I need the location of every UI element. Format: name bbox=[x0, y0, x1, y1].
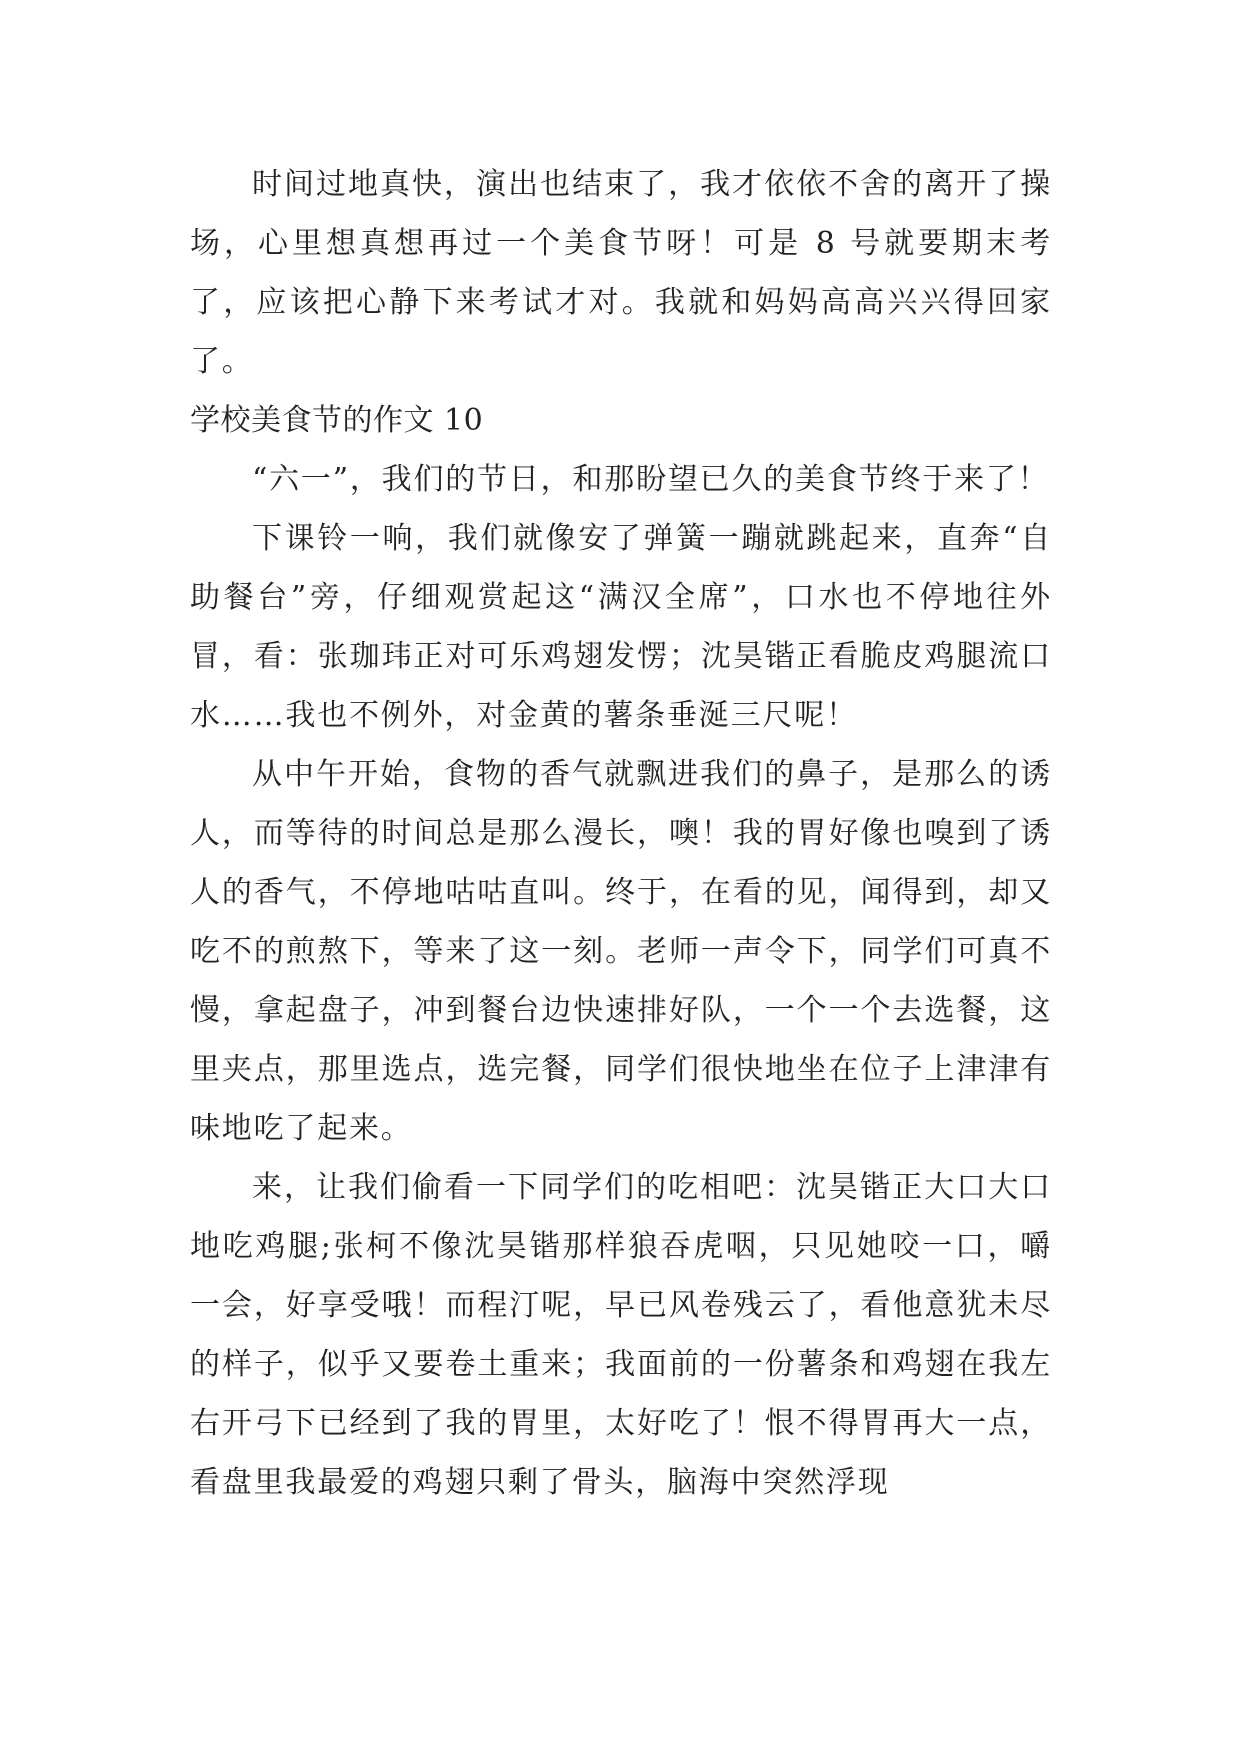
document-body bbox=[190, 155, 1052, 1512]
paragraph-ending-festival: 时间过地真快，演出也结束了，我才依依不舍的离开了操场，心里想真想再过一个美食节呀！可是 8 号就要期末考了，应该把心静下来考试才对。我就和妈妈高高兴兴得回家了。 bbox=[190, 167, 1052, 379]
paragraph-buffet-table: 下课铃一响，我们就像安了弹簧一蹦就跳起来，直奔“自助餐台”旁，仔细观赏起这“满汉全席”，口水也不停地往外冒，看：张珈玮正对可乐鸡翅发愣；沈昊锴正看脆皮鸡腿流口水……我也不例外，对金黄的薯条垂涎三尺呢！ bbox=[190, 521, 1052, 733]
paragraph-children-day: “六一”，我们的节日，和那盼望已久的美食节终于来了！ bbox=[252, 462, 1050, 497]
paragraph-eating-manners: 来，让我们偷看一下同学们的吃相吧：沈昊锴正大口大口地吃鸡腿;张柯不像沈昊锴那样狼吞虎咽，只见她咬一口，嚼一会，好享受哦！而程汀呢，早已风卷残云了，看他意犹未尽的样子，似乎又要卷土重来；我面前的一份薯条和鸡翅在我左右开弓下已经到了我的胃里，太好吃了！恨不得胃再大一点，看盘里我最爱的鸡翅只剩了骨头，脑海中突然浮现 bbox=[190, 1170, 1052, 1500]
essay-title: 学校美食节的作文 10 bbox=[190, 403, 484, 438]
paragraph-waiting-for-food: 从中午开始，食物的香气就飘进我们的鼻子，是那么的诱人，而等待的时间总是那么漫长，噢！我的胃好像也嗅到了诱人的香气，不停地咕咕直叫。终于，在看的见，闻得到，却又吃不的煎熬下，等来了这一刻。老师一声令下，同学们可真不慢，拿起盘子，冲到餐台边快速排好队，一个一个去选餐，这里夹点，那里选点，选完餐，同学们很快地坐在位子上津津有味地吃了起来。 bbox=[190, 757, 1052, 1146]
